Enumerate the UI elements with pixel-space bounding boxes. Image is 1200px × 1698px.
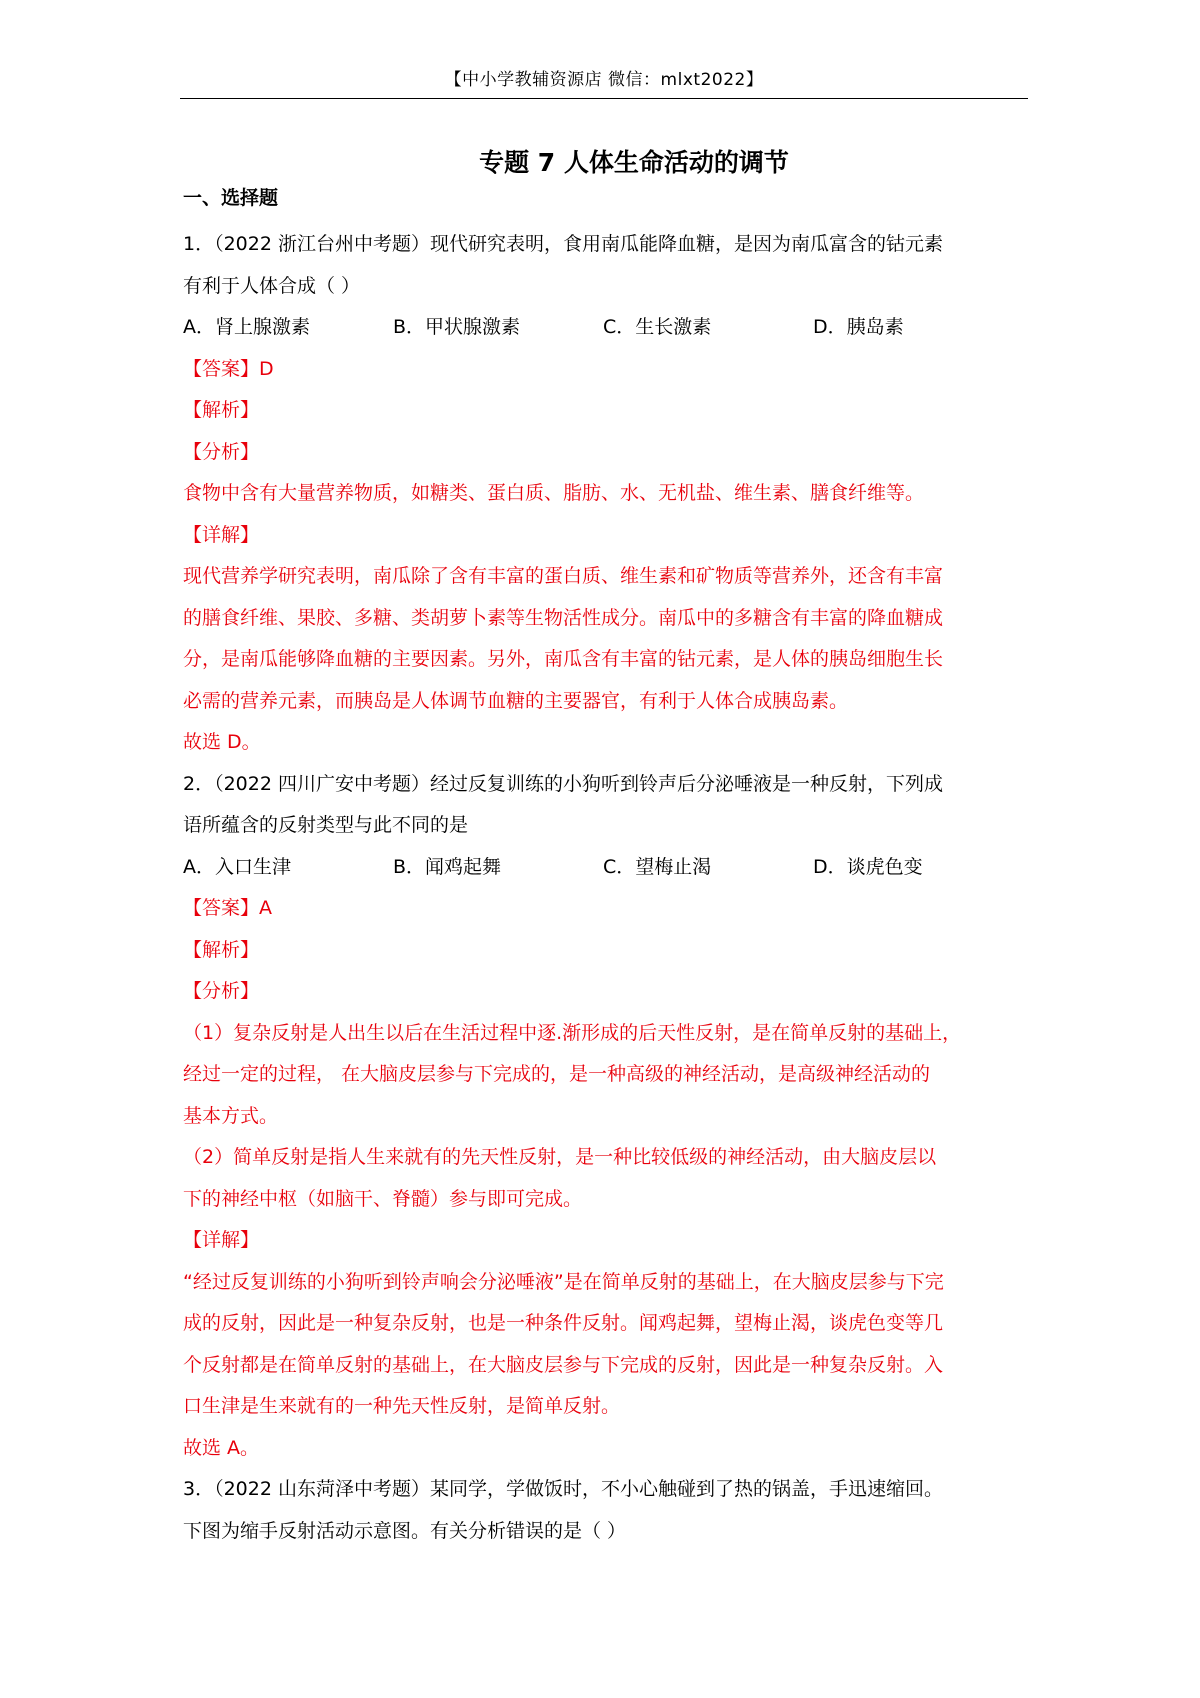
detail-label: 【详解】 bbox=[183, 523, 260, 546]
detail-text: 现代营养学研究表明，南瓜除了含有丰富的蛋白质、维生素和矿物质等营养外，还含有丰富 bbox=[183, 565, 944, 587]
question-1 bbox=[183, 224, 1023, 764]
analysis-label: 【解析】 bbox=[183, 399, 260, 421]
option-c: C．生长激素 bbox=[603, 316, 712, 338]
detail-text: 个反射都是在简单反射的基础上，在大脑皮层参与下完成的反射，因此是一种复杂反射。入 bbox=[183, 1353, 944, 1376]
option-b: B．闻鸡起舞 bbox=[393, 855, 502, 878]
breakdown-text: （1）复杂反射是人出生以后在生活过程中逐.渐形成的后天性反射，是在简单反射的基础上， bbox=[183, 1021, 962, 1044]
breakdown-text: 经过一定的过程， 在大脑皮层参与下完成的，是一种高级的神经活动，是高级神经活动的 bbox=[183, 1063, 931, 1085]
header-divider bbox=[180, 98, 1028, 99]
conclusion-text: 故选 D。 bbox=[183, 731, 261, 753]
option-c: C．望梅止渴 bbox=[603, 855, 712, 878]
question-stem: 下图为缩手反射活动示意图。有关分析错误的是（ ） bbox=[183, 1519, 627, 1542]
question-2 bbox=[183, 764, 1023, 1470]
option-list bbox=[183, 847, 1023, 889]
answer-label: 【答案】A bbox=[183, 897, 272, 919]
option-a: A．肾上腺激素 bbox=[183, 316, 310, 338]
breakdown-text: 食物中含有大量营养物质，如糖类、蛋白质、脂肪、水、无机盐、维生素、膳食纤维等。 bbox=[183, 482, 925, 504]
breakdown-text: 下的神经中枢（如脑干、脊髓）参与即可完成。 bbox=[183, 1187, 583, 1210]
breakdown-text: 基本方式。 bbox=[183, 1104, 279, 1127]
detail-text: 分，是南瓜能够降血糖的主要因素。另外，南瓜含有丰富的钴元素，是人体的胰岛细胞生长 bbox=[183, 648, 944, 670]
answer-label: 【答案】D bbox=[183, 357, 274, 380]
question-stem: 2．（2022 四川广安中考题）经过反复训练的小狗听到铃声后分泌唾液是一种反射，下列成 bbox=[183, 772, 943, 795]
analysis-label: 【解析】 bbox=[183, 938, 260, 961]
question-stem: 语所蕴含的反射类型与此不同的是 bbox=[183, 814, 469, 836]
breakdown-label: 【分析】 bbox=[183, 440, 260, 463]
detail-text: 成的反射，因此是一种复杂反射，也是一种条件反射。闻鸡起舞，望梅止渴，谈虎色变等几 bbox=[183, 1312, 944, 1334]
detail-text: 口生津是生来就有的一种先天性反射，是简单反射。 bbox=[183, 1395, 621, 1417]
breakdown-text: （2）简单反射是指人生来就有的先天性反射，是一种比较低级的神经活动，由大脑皮层以 bbox=[183, 1146, 937, 1168]
detail-text: 的膳食纤维、果胶、多糖、类胡萝卜素等生物活性成分。南瓜中的多糖含有丰富的降血糖成 bbox=[183, 606, 944, 629]
breakdown-label: 【分析】 bbox=[183, 980, 260, 1002]
conclusion-text: 故选 A。 bbox=[183, 1436, 260, 1459]
question-3 bbox=[183, 1469, 1023, 1552]
option-list bbox=[183, 307, 1023, 349]
option-b: B．甲状腺激素 bbox=[393, 316, 521, 338]
page-header: 【中小学教辅资源店 微信：mlxt2022】 bbox=[444, 70, 764, 90]
question-stem: 有利于人体合成（ ） bbox=[183, 274, 361, 297]
option-d: D．谈虎色变 bbox=[813, 855, 923, 878]
detail-text: “经过反复训练的小狗听到铃声响会分泌唾液”是在简单反射的基础上，在大脑皮层参与下完 bbox=[183, 1270, 944, 1293]
section-heading: 一、选择题 bbox=[183, 187, 279, 209]
option-a: A．入口生津 bbox=[183, 855, 291, 878]
question-stem: 3．（2022 山东菏泽中考题）某同学，学做饭时，不小心触碰到了热的锅盖，手迅速缩回。 bbox=[183, 1478, 943, 1500]
option-d: D．胰岛素 bbox=[813, 316, 904, 338]
document-body bbox=[183, 224, 1023, 1552]
detail-label: 【详解】 bbox=[183, 1229, 260, 1251]
page-title: 专题 7 人体生命活动的调节 bbox=[479, 148, 789, 177]
question-stem: 1．（2022 浙江台州中考题）现代研究表明，食用南瓜能降血糖，是因为南瓜富含的钴元素 bbox=[183, 233, 943, 255]
detail-text: 必需的营养元素，而胰岛是人体调节血糖的主要器官，有利于人体合成胰岛素。 bbox=[183, 689, 849, 712]
